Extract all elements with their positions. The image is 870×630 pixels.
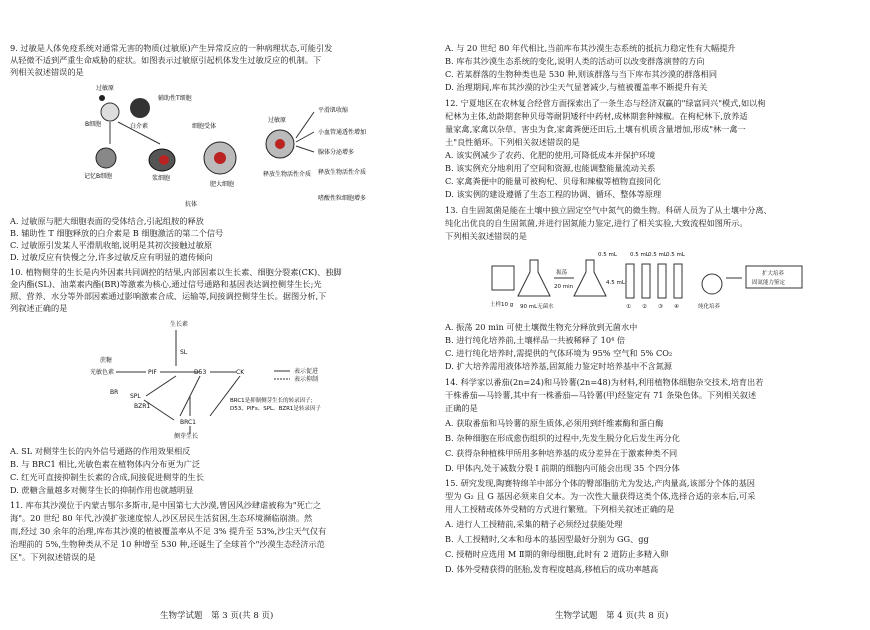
right-page <box>445 0 850 630</box>
test-tube-icon <box>658 264 666 298</box>
q10-stem-line: 列叙述正确的是 <box>10 303 68 313</box>
plasma-nucleus-icon <box>159 155 169 165</box>
q14-stem-line: 14. 科学家以番茄(2n=24)和马铃薯(2n=48)为材料,利用植物体细胞杂交技术,培育出若 <box>445 377 764 387</box>
fig-label: 90 mL无菌水 <box>520 304 554 310</box>
q14-option-d[interactable]: D. 甲体内,处于减数分裂 I 前期的细胞内可能会出现 35 个四分体 <box>445 463 680 473</box>
test-tube-icon <box>642 264 650 298</box>
q12-stem-line: 12. 宁夏地区在农林复合经营方面探索出了一条生态与经济双赢的"绿富同兴"模式,如以枸 <box>445 98 766 108</box>
fig-label: 20 min <box>554 284 574 290</box>
q13-stem-line: 下列相关叙述错误的是 <box>445 231 527 241</box>
fig-label: 光敏色素 <box>90 369 115 376</box>
fig-label: ① <box>626 304 631 310</box>
fig-label: 肥大细胞 <box>210 181 235 188</box>
q15-stem-line: 用人工授精或体外受精的方式进行繁殖。下列相关叙述正确的是 <box>445 504 675 514</box>
q15-option-c[interactable]: C. 授精时应选用 M Ⅱ期的卵母细胞,此时有 2 道防止多精入卵 <box>445 549 669 559</box>
q9-option-c[interactable]: C. 过敏原引发某人平滑肌收缩,说明是其初次接触过敏原 <box>10 240 213 250</box>
q10-stem-line: 照、营养、水分等外部因素通过影响激素合成、运输等,间接调控侧芽生长。据图分析,下 <box>10 291 327 301</box>
q13-stem-line: 13. 自生固氮菌是能在土壤中独立固定空气中氮气的微生物。科研人员为了从土壤中分离、 <box>445 205 772 215</box>
fig-label: B细胞 <box>85 121 102 128</box>
fig-label: 扩大培养 <box>762 271 785 277</box>
fig-label: 生长素 <box>170 321 189 328</box>
q11-stem-line: 11. 库布其沙漠位于内蒙古鄂尔多斯市,是中国第七大沙漠,曾因风沙肆虐被称为"死亡之 <box>10 500 322 510</box>
fig-note: D53、PIFs、SPL、BZR1是转录因子 <box>230 406 321 412</box>
q9-stem-line: 列相关叙述错误的是 <box>10 67 84 77</box>
lateral-bud-regulation-figure <box>90 316 410 440</box>
fig-label: 白介素 <box>130 123 149 130</box>
q12-stem-line: 土"良性循环。下列相关叙述错误的是 <box>445 137 580 147</box>
q12-option-c[interactable]: C. 家禽粪便中的能量可被枸杞、贝母和辣椒等植物直接同化 <box>445 176 661 186</box>
q14-option-b[interactable]: B. 杂种细胞在形成愈伤组织的过程中,先发生脱分化后发生再分化 <box>445 433 680 443</box>
legend-label: 表示促进 <box>294 368 319 375</box>
q9-option-d[interactable]: D. 过敏反应有快慢之分,许多过敏反应有明显的遗传倾向 <box>10 252 213 262</box>
fig-label: 0.5 mL <box>648 252 667 258</box>
fig-label: 过敏原 <box>96 85 115 92</box>
bud-figure-svg <box>90 316 410 440</box>
fig-label: ③ <box>658 304 663 310</box>
q11-option-d[interactable]: D. 治理期间,库布其沙漠的沙尘天气显著减少,与植被覆盖率不断提升有关 <box>445 82 708 92</box>
fig-label: CK <box>236 369 245 376</box>
fig-label: 腺体分泌增多 <box>318 149 355 156</box>
fig-label: 小血管通透性增加 <box>318 129 367 136</box>
q12-option-d[interactable]: D. 该实例的建设遵循了生态工程的协调、循环、整体等原理 <box>445 189 662 199</box>
fig-label: 释放生物活性介质 <box>318 169 367 176</box>
q13-option-a[interactable]: A. 振荡 20 min 可使土壤微生物充分释放到无菌水中 <box>445 322 638 332</box>
fig-label: 嗜酸性粒细胞增多 <box>318 195 367 202</box>
fig-label: 浆细胞 <box>152 175 171 182</box>
q13-option-b[interactable]: B. 进行纯化培养前,土壤样品一共被稀释了 10⁴ 倍 <box>445 335 626 345</box>
q11-option-b[interactable]: B. 库布其沙漠生态系统的变化,说明人类的活动可以改变群落演替的方向 <box>445 56 705 66</box>
allergen-icon <box>99 95 105 101</box>
fig-label: BRC1 <box>180 419 196 426</box>
q9-stem-line: 从轻微不适到严重生命威胁的症状。如图表示过敏原引起机体发生过敏反应的机制。下 <box>10 55 322 65</box>
q14-option-a[interactable]: A. 获取番茄和马铃薯的原生质体,必须用到纤维素酶和蛋白酶 <box>445 418 664 428</box>
left-page <box>10 0 415 630</box>
q13-stem-line: 纯化出优良的自生固氮菌,并进行固氮能力鉴定,进行了相关实验,大致流程如图所示。 <box>445 218 748 228</box>
petri-dish-icon <box>702 274 722 294</box>
q10-option-d[interactable]: D. 蔗糖含量越多对侧芽生长的抑制作用也就越明显 <box>10 485 194 495</box>
q13-option-d[interactable]: D. 扩大培养需用液体培养基,固氮能力鉴定时培养基中不含氮源 <box>445 361 672 371</box>
fig-label: 过敏原 <box>268 117 287 124</box>
fig-label: 0.5 mL <box>630 252 649 258</box>
q15-option-a[interactable]: A. 进行人工授精前,采集的精子必须经过获能处理 <box>445 519 623 529</box>
q15-stem-line: 型为 G₂ 且 G 基因必须来自父本。为一次性大量获得这类个体,选择合适的亲本后,可采 <box>445 491 756 501</box>
fig-label: 固氮能力鉴定 <box>752 280 786 286</box>
q10-option-c[interactable]: C. 红光可直接抑制生长素的合成,间接促进侧芽的生长 <box>10 472 204 482</box>
q12-stem-line: 量家禽,家禽以杂草、害虫为食,家禽粪便还田后,土壤有机质含量增加,形成"林一禽一 <box>445 124 746 134</box>
allergy-figure-svg <box>80 82 400 210</box>
legend-label: 表示抑制 <box>294 376 319 383</box>
q9-option-b[interactable]: B. 辅助性 T 细胞释放的白介素是 B 细胞激活的第二个信号 <box>10 228 224 238</box>
q11-stem-line: 区"。下列叙述错误的是 <box>10 552 96 562</box>
arrow <box>296 112 314 138</box>
fig-label: 土样10 g <box>490 302 514 308</box>
fig-label: 4.5 mL <box>606 280 625 286</box>
q11-stem-line: 海"。20 世纪 80 年代,沙漠扩张速度惊人,沙区居民生活贫困,生态环境濒临崩溃。然 <box>10 513 313 523</box>
fig-label: 0.5 mL <box>666 252 685 258</box>
fig-label: 纯化培养 <box>698 304 721 310</box>
arrow <box>296 146 314 152</box>
q10-stem-line: 10. 植物侧芽的生长是内外因素共同调控的结果,内部因素以生长素、细胞分裂素(CK)、独脚 <box>10 267 342 277</box>
q11-option-c[interactable]: C. 若某群落的生物种类也是 530 种,则该群落与当下库布其沙漠的群落相同 <box>445 69 718 79</box>
mast-nucleus-icon <box>275 139 285 149</box>
fig-label: 细胞受体 <box>192 123 217 130</box>
fig-label: 记忆B细胞 <box>84 173 113 180</box>
q13-option-c[interactable]: C. 进行纯化培养时,需提供的气体环境为 95% 空气和 5% CO₂ <box>445 348 673 358</box>
fig-label: BZR1 <box>134 403 151 410</box>
q14-stem-line: 正确的是 <box>445 403 478 413</box>
nitrogen-fixer-isolation-figure <box>490 248 820 318</box>
fig-note: BRC1是抑制侧芽生长的转录因子; <box>230 398 313 404</box>
test-tube-icon <box>626 264 634 298</box>
flask-icon <box>574 260 606 296</box>
q14-option-c[interactable]: C. 获得杂种植株甲所用多种培养基的成分差异在于激素种类不同 <box>445 448 678 458</box>
q15-option-d[interactable]: D. 体外受精获得的胚胎,发育程度越高,移植后的成功率越高 <box>445 564 659 574</box>
b-cell-icon <box>101 103 119 121</box>
isolation-figure-svg <box>490 248 820 318</box>
fig-label: SL <box>180 349 188 356</box>
arrow <box>146 376 176 396</box>
fig-label: D53 <box>194 369 207 376</box>
memory-b-cell-icon <box>96 148 116 168</box>
fig-label: ② <box>642 304 647 310</box>
q9-stem-line: 9. 过敏是人体免疫系统对通常无害的物质(过敏原)产生异常反应的一种病理状态,可能引发 <box>10 43 333 53</box>
q12-stem-line: 杞林为主体,幼龄期套种贝母等耐阴矮秆中药材,成林期套种辣椒。在枸杞林下,放养适 <box>445 111 748 121</box>
fig-label: 平滑肌收缩 <box>318 107 349 114</box>
q10-option-a[interactable]: A. SL 对侧芽生长的内外信号通路的作用效果相反 <box>10 446 191 456</box>
q10-stem-line: 金内酯(SL)、油菜素内酯(BR)等激素为核心,通过信号通路和基因表达调控侧芽生长;光 <box>10 279 322 289</box>
fig-label: 振荡 <box>556 270 568 276</box>
q12-option-b[interactable]: B. 该实例充分地利用了空间和资源,也能调整能量流动关系 <box>445 163 656 173</box>
q11-stem-line: 而,经过 30 余年的治理,库布其沙漠的植被覆盖率从不足 3% 提升至 53%,沙尘天气仅有 <box>10 526 327 536</box>
helper-t-cell-icon <box>130 98 150 118</box>
q12-option-a[interactable]: A. 该实例减少了农药、化肥的使用,可降低成本并保护环境 <box>445 150 656 160</box>
fig-label: 释放生物活性介质 <box>263 171 312 178</box>
q15-stem-line: 15. 研究发现,陶赛特绵羊中部分个体的臀部脂肪尤为发达,产肉量高,该部分个体的基因 <box>445 478 755 488</box>
fig-label: 0.5 mL <box>598 252 617 258</box>
fig-label: SPL <box>130 393 141 400</box>
q15-option-b[interactable]: B. 人工授精时,父本和母本的基因型最好分别为 GG、gg <box>445 534 649 544</box>
soil-sample-box <box>492 266 514 290</box>
fig-label: PIF <box>148 369 157 376</box>
q11-stem-line: 治理前的 5%,生物种类从不足 10 种增至 530 种,还诞生了全球首个"沙漠生态经济示范 <box>10 539 325 549</box>
page-footer: 生物学试题 第 4 页(共 8 页) <box>555 611 669 621</box>
fig-label: 抗体 <box>185 201 198 208</box>
q14-stem-line: 干株番茄—马铃薯,其中有一株番茄—马铃薯(甲)经鉴定有 71 条染色体。下列相关叙述 <box>445 390 757 400</box>
fig-label: 蔗糖 <box>100 357 113 364</box>
fig-label: 辅助性T细胞 <box>158 95 192 102</box>
mast-nucleus-icon <box>214 152 226 164</box>
q11-option-a[interactable]: A. 与 20 世纪 80 年代相比,当前库布其沙漠生态系统的抵抗力稳定性有大幅提升 <box>445 43 736 53</box>
q9-option-a[interactable]: A. 过敏原与肥大细胞表面的受体结合,引起组胺的释放 <box>10 216 204 226</box>
flask-icon <box>518 260 550 296</box>
fig-label: BR <box>110 389 119 396</box>
q10-option-b[interactable]: B. 与 BRC1 相比,光敏色素在植物体内分布更为广泛 <box>10 459 201 469</box>
test-tube-icon <box>674 264 682 298</box>
allergy-mechanism-figure <box>80 82 400 210</box>
fig-label: 侧芽生长 <box>174 433 199 440</box>
page-footer: 生物学试题 第 3 页(共 8 页) <box>160 611 274 621</box>
fig-label: ④ <box>674 304 679 310</box>
